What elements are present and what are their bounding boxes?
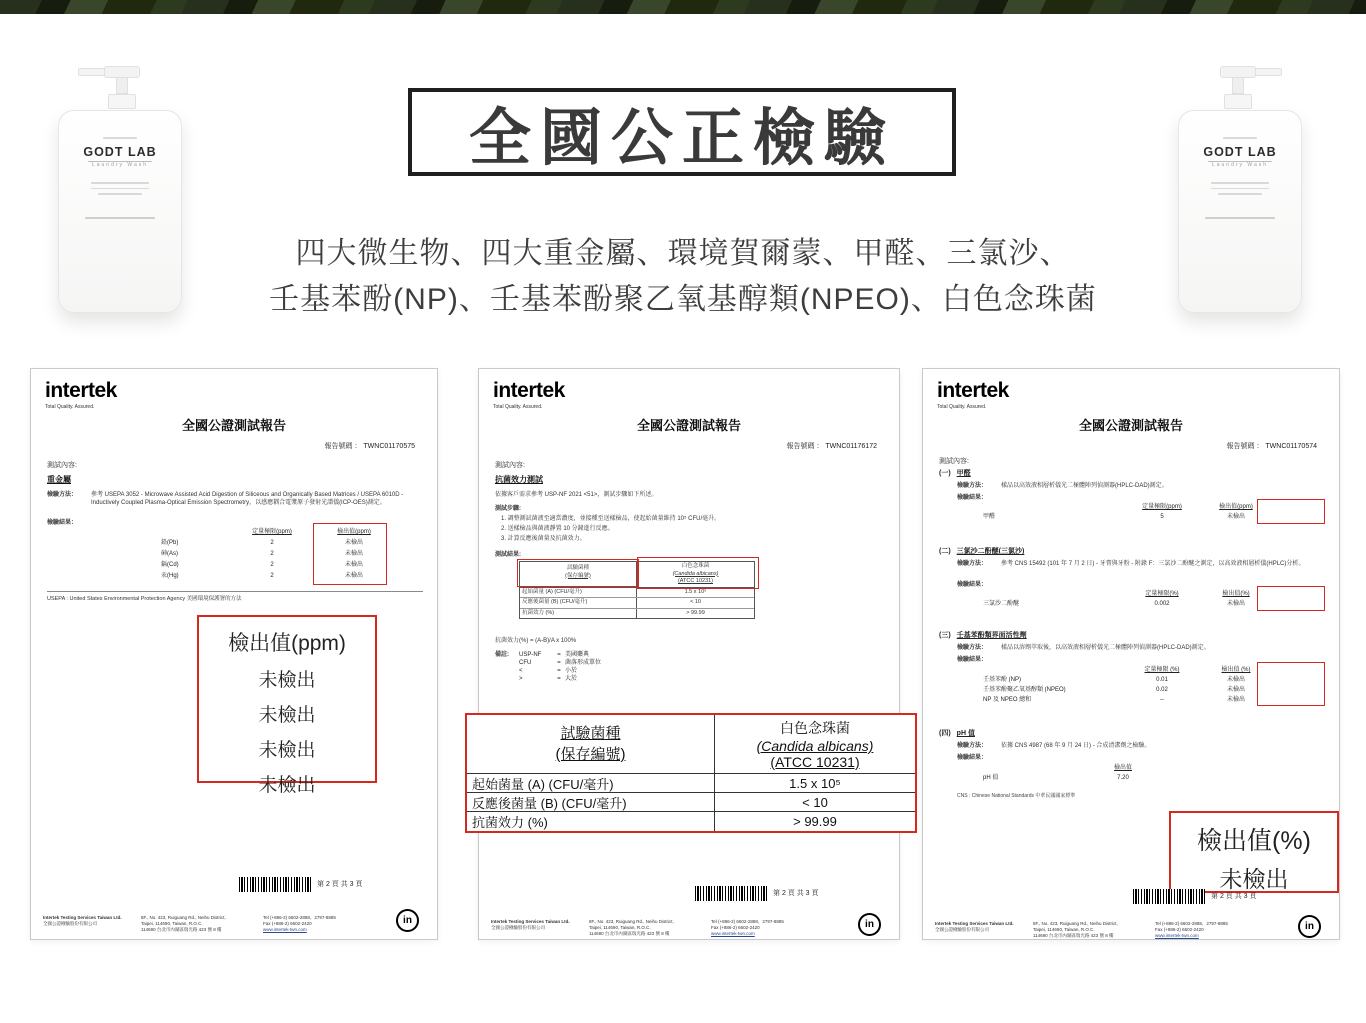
note-key: CFU (519, 660, 532, 666)
large-header-species (467, 715, 715, 773)
footer-company-zh: 全國公證檢驗股份有限公司 (935, 927, 989, 932)
method-label: 檢驗方法： (957, 743, 988, 749)
barcode-row (695, 886, 819, 901)
table-row (983, 773, 1203, 783)
header-highlight-box (637, 557, 759, 589)
row-name: 起始菌量 (A) (CFU/毫升) (467, 774, 715, 792)
footer-contact (263, 915, 367, 933)
label-line (1205, 217, 1275, 219)
row-value: 未檢出 (1226, 514, 1245, 520)
table-row (983, 599, 1273, 609)
row-limit: 2 (270, 573, 274, 579)
value-column-highlight-box (1257, 586, 1325, 611)
section-1-title (939, 469, 971, 478)
highlight-value: 未檢出 (258, 740, 316, 761)
note-value: 大於 (565, 676, 578, 682)
row-value: 未檢出 (344, 562, 363, 568)
spacer (983, 665, 1123, 675)
limit-header: 定量極限 (%) (1144, 667, 1180, 673)
result-label: 檢驗結果： (957, 495, 988, 501)
footer-tel: Tel (+886-2) 6602-2888、2797-8885 (711, 919, 784, 924)
section-index: (四) (939, 730, 951, 737)
row-value: 未檢出 (1226, 677, 1245, 683)
section-name: 壬基苯酚類界面活性劑 (956, 632, 1027, 639)
footer-addr1: 8F., No. 423, Ruiguang Rd., Neihu District, (589, 919, 674, 924)
intertek-logo (937, 379, 1009, 410)
report-number (1226, 441, 1317, 451)
section-2-table (983, 589, 1273, 609)
label-line (91, 182, 149, 184)
note-value: 菌落形成單位 (565, 660, 602, 666)
row-name: 壬基苯酚聚乙氧基醇類 (NPEO) (983, 687, 1066, 693)
method-label: 檢驗方法： (47, 492, 78, 498)
note-item (519, 659, 601, 667)
section-name: 甲醛 (956, 470, 971, 477)
large-header-candida (715, 715, 915, 773)
footer-tel: Tel (+886-2) 6602-2888、2797-8885 (1155, 921, 1228, 926)
footer-addr1: 8F., No. 423, Ruiguang Rd., Neihu District, (1033, 921, 1118, 926)
row-value: 未檢出 (344, 540, 363, 546)
row-value: 未檢出 (1226, 601, 1245, 607)
result-label: 檢驗結果： (957, 582, 988, 588)
row-value: > 99.99 (686, 609, 705, 616)
label-line (91, 188, 149, 190)
label-line (1223, 137, 1257, 139)
row-value: < 10 (802, 794, 828, 810)
section-index: (二) (939, 548, 951, 555)
hero-title-box (408, 88, 956, 176)
highlight-title: 檢出值(%) (1197, 827, 1311, 855)
section-1-table (983, 502, 1273, 522)
intertek-tagline: Total Quality. Assured. (493, 404, 543, 410)
footer-tel: Tel (+886-2) 6602-2888、2797-8885 (263, 915, 336, 920)
footer-address (589, 919, 701, 937)
label-line (1211, 188, 1269, 190)
spacer (161, 527, 231, 538)
row-value: 1.5 x 10⁵ (684, 588, 707, 595)
section-index: (一) (939, 470, 951, 477)
page-info: 第 2 頁 共 3 頁 (317, 881, 363, 888)
intertek-logo (493, 379, 565, 410)
content-label: 測試內容: (939, 458, 969, 465)
footer-fax: Fax (+886-2) 6602-2420 (263, 921, 312, 926)
report-number-value: TWNC01170575 (363, 443, 415, 450)
footer-addr3: 114690 台北市內湖區瑞光路 423 號 8 樓 (1033, 933, 1114, 938)
header-line: 試驗菌種 (566, 565, 589, 571)
row-name: pH 值 (983, 775, 999, 781)
row-value: 未檢出 (344, 551, 363, 557)
row-name: 汞(Hg) (161, 573, 179, 579)
mini-header (983, 763, 1203, 773)
intertek-wordmark: intertek (937, 379, 1009, 402)
mini-header (983, 502, 1273, 512)
hero-subtitle-line1: 四大微生物、四大重金屬、環境賀爾蒙、甲醛、三氯沙、 (295, 237, 1071, 270)
header-line: 白色念珠菌 (681, 563, 710, 569)
row-name: 鎘(Cd) (161, 562, 179, 568)
row-name: 反應後菌量 (B) (CFU/毫升) (520, 598, 637, 608)
table-row (467, 793, 915, 812)
table-row (983, 512, 1273, 522)
method-text: 樣品以高效液相層析儀光二極體陣列偵測器(HPLC-DAD)測定。 (1001, 483, 1168, 489)
product-bottle-right (1178, 66, 1302, 313)
note-key: > (519, 676, 523, 682)
row-name: NP 及 NPEO 總和 (983, 697, 1032, 703)
camo-banner (0, 0, 1366, 14)
detection-highlight-box (1169, 811, 1339, 893)
row-limit: 0.02 (1156, 687, 1168, 693)
row-name: 起始菌量 (A) (CFU/毫升) (520, 588, 637, 598)
report-title: 全國公證測試報告 (1078, 418, 1183, 433)
step-2: 2. 送樣檢品與菌液靜置 10 分鐘進行反應。 (501, 526, 614, 532)
highlight-value: 未檢出 (258, 775, 316, 796)
note-item (519, 651, 601, 659)
antibacterial-table-large (465, 713, 917, 833)
report-number-label: 報告號碼 ： (1226, 443, 1264, 450)
footer-company-en: Intertek Testing Services Taiwan Ltd. (935, 921, 1014, 926)
note-eq: = (557, 660, 561, 666)
pump-stem (1232, 77, 1244, 94)
report-footer (491, 919, 887, 937)
row-value: 7.20 (1117, 775, 1129, 781)
value-header: 檢出值(%) (1222, 591, 1250, 597)
footer-company (491, 919, 579, 937)
row-name: 反應後菌量 (B) (CFU/毫升) (467, 793, 715, 811)
value-header: 檢出值 (1113, 765, 1132, 771)
method-block (47, 491, 425, 507)
step-1: 1. 調整測試菌液至適當濃度，並接種至送樣檢品，使起始菌量維持 10⁵ CFU/毫升。 (501, 516, 721, 522)
note-value: 小於 (565, 668, 578, 674)
note-item (519, 667, 601, 675)
value-column-highlight-box (1257, 499, 1325, 524)
barcode (239, 877, 311, 892)
method-text: 樣品以溶劑萃取後，以高效液相層析儀光二極體陣列偵測器(HPLC-DAD)測定。 (1001, 645, 1210, 651)
report-number-value: TWNC01176172 (825, 443, 877, 450)
row-value: 未檢出 (1226, 697, 1245, 703)
highlight-value: 未檢出 (1219, 866, 1289, 892)
footer-company-zh: 全國公證檢驗股份有限公司 (43, 921, 97, 926)
footer-addr2: Taipei, 114690, Taiwan, R.O.C. (589, 925, 651, 930)
label-line (98, 193, 142, 195)
intertek-seal-icon: in (396, 909, 419, 932)
pump-stem (116, 77, 128, 94)
section-title: 抗菌效力測試 (495, 475, 543, 484)
row-name: 三氯沙二酚醚 (983, 601, 1020, 607)
usepa-footnote: USEPA : United States Environmental Protection Agency 美國環境保護署的方法 (47, 596, 242, 602)
row-name: 壬基苯酚 (NP) (983, 677, 1021, 683)
section-2-title (939, 547, 1024, 556)
method-label: 檢驗方法： (957, 483, 988, 489)
section-4-method (957, 742, 1329, 750)
row-limit: 2 (270, 562, 274, 568)
bottle-subbrand: Laundry Wash (91, 162, 149, 168)
report-chemicals (922, 368, 1340, 940)
footer-contact (1155, 921, 1259, 939)
row-name: 抗菌效力 (%) (467, 812, 715, 831)
page-info: 第 2 頁 共 3 頁 (1211, 893, 1257, 900)
result-label: 檢驗結果： (957, 657, 988, 663)
footer-addr3: 114690 台北市內湖區瑞光路 423 號 8 樓 (141, 927, 222, 932)
footer-fax: Fax (+886-2) 6602-2420 (1155, 927, 1204, 932)
intertek-wordmark: intertek (493, 379, 565, 402)
bottle-brand: GODT LAB (83, 145, 157, 159)
bottle-pump-icon (1178, 66, 1302, 110)
footer-contact (711, 919, 815, 937)
method-label: 檢驗方法： (957, 561, 988, 567)
row-limit: 5 (1160, 514, 1164, 520)
table-row (983, 685, 1273, 695)
row-value: 未檢出 (1226, 687, 1245, 693)
table-row (467, 812, 915, 831)
note-key: USP-NF (519, 652, 542, 658)
row-value: 未檢出 (344, 573, 363, 579)
section-4-table (983, 763, 1203, 783)
page-title: 全國公正檢驗 (468, 103, 895, 173)
section-title: 重金屬 (47, 475, 71, 484)
section-name: pH 值 (956, 730, 975, 737)
footer-company-en: Intertek Testing Services Taiwan Ltd. (491, 919, 570, 924)
spacer (983, 763, 1083, 773)
mini-header (983, 665, 1273, 675)
content-label: 測試內容: (495, 462, 525, 469)
barcode-row (1133, 889, 1257, 904)
value-header: 檢出值(ppm) (1219, 504, 1253, 510)
section-4-title (939, 729, 975, 738)
row-limit: -- (1160, 697, 1164, 703)
section-2-method (957, 560, 1329, 568)
footer-company (43, 915, 131, 933)
result-label: 檢驗結果： (957, 755, 988, 761)
highlight-value: 未檢出 (258, 670, 316, 691)
report-title: 全國公證測試報告 (181, 418, 286, 433)
table-row (520, 588, 754, 599)
page-info: 第 2 頁 共 3 頁 (773, 890, 819, 897)
bottle-body (58, 110, 182, 313)
row-limit: 2 (270, 551, 274, 557)
footer-company-zh: 全國公證檢驗股份有限公司 (491, 925, 545, 930)
section-3-table (983, 665, 1273, 705)
result-label: 檢驗結果： (47, 520, 78, 526)
header-line: (ATCC 10231) (770, 754, 860, 770)
header-line: 試驗菌種 (560, 725, 621, 742)
intertek-seal-icon: in (1298, 915, 1321, 938)
steps-label: 測試步驟: (495, 506, 521, 512)
table-row (520, 609, 754, 619)
row-name: 抗菌效力 (%) (520, 609, 637, 619)
label-line (1211, 182, 1269, 184)
barcode (1133, 889, 1205, 904)
note-eq: = (557, 676, 561, 682)
limit-header: 定量極限(%) (1145, 591, 1179, 597)
row-value: > 99.99 (793, 814, 837, 829)
divider (47, 591, 423, 592)
row-limit: 2 (270, 540, 274, 546)
intertek-logo (45, 379, 117, 410)
report-heavy-metals (30, 368, 438, 940)
highlight-title: 檢出值(ppm) (228, 632, 346, 655)
content-label: 測試內容: (47, 462, 77, 469)
cns-footnote: CNS : Chinese National Standards 中華民國國家標準 (957, 793, 1076, 799)
intertek-wordmark: intertek (45, 379, 117, 402)
footer-website-link[interactable]: www.intertek-twn.com (263, 927, 307, 932)
result-label: 測試結果: (495, 552, 521, 558)
pump-spout (1252, 68, 1282, 76)
notes-block (519, 651, 601, 683)
footer-address (141, 915, 253, 933)
report-footer (43, 915, 425, 933)
report-number-label: 報告號碼 ： (324, 443, 362, 450)
row-value: < 10 (690, 599, 701, 605)
table-row (520, 598, 754, 609)
notes-label: 備註: (495, 652, 509, 658)
footer-address (1033, 921, 1145, 939)
limit-header: 定量極限(ppm) (1142, 504, 1182, 510)
step-3: 3. 計算反應後菌量及抗菌效力。 (501, 536, 586, 542)
header-line: (保存編號) (555, 746, 626, 763)
method-text: 參考 CNS 15492 (101 年 7 月 2 日) - 牙膏與牙粉 - 附錄 F：三氯沙二酚醚之測定，以高效液相層析儀(HPLC)分析。 (1001, 561, 1305, 567)
label-line (103, 137, 137, 139)
header-highlight-box (517, 559, 639, 587)
report-antibacterial (472, 368, 900, 940)
header-line: (保存編號) (565, 572, 591, 579)
basis-text: 依據客戶需求參考 USP-NF 2021 <51>，測試步驟如下所述。 (495, 492, 658, 498)
limit-header: 定量極限(ppm) (252, 529, 292, 535)
report-title: 全國公證測試報告 (636, 418, 741, 433)
section-name: 三氯沙二酚醚(三氯沙) (956, 548, 1025, 555)
row-name: 鉛(Pb) (161, 540, 179, 546)
intertek-tagline: Total Quality. Assured. (937, 404, 987, 410)
header-line: (Candida albicans) (672, 570, 719, 577)
footer-company-en: Intertek Testing Services Taiwan Ltd. (43, 915, 122, 920)
footer-addr3: 114690 台北市內湖區瑞光路 423 號 8 樓 (589, 931, 670, 936)
note-eq: = (557, 652, 561, 658)
section-3-title (939, 631, 1027, 640)
label-line (1218, 193, 1262, 195)
value-header: 檢出值(ppm) (337, 529, 371, 535)
method-text: 依據 CNS 4987 (68 年 9 月 24 日) - 合成清潔劑之檢驗。 (1001, 743, 1151, 749)
large-table-header (467, 715, 915, 774)
note-item (519, 675, 601, 683)
footer-addr2: Taipei, 114690, Taiwan, R.O.C. (141, 921, 203, 926)
barcode (695, 886, 767, 901)
footer-fax: Fax (+886-2) 6602-2420 (711, 925, 760, 930)
spacer (983, 589, 1123, 599)
value-column-highlight-box (1257, 662, 1325, 706)
report-number-label: 報告號碼 ： (786, 443, 824, 450)
intertek-tagline: Total Quality. Assured. (45, 404, 95, 410)
hero-subtitle-line2: 壬基苯酚(NP)、壬基苯酚聚乙氧基醇類(NPEO)、白色念珠菌 (269, 283, 1097, 316)
method-label: 檢驗方法： (957, 645, 988, 651)
table-row (983, 675, 1273, 685)
bottle-pump-icon (58, 66, 182, 110)
section-index: (三) (939, 632, 951, 639)
note-eq: = (557, 668, 561, 674)
highlight-value: 未檢出 (258, 705, 316, 726)
intertek-seal-icon: in (858, 913, 881, 936)
section-3-method (957, 644, 1329, 652)
row-name: 砷(As) (161, 551, 178, 557)
formula-text: 抗菌效力(%) = (A-B)/A x 100% (495, 638, 577, 644)
method-text: 參考 USEPA 3052 - Microwave Assisted Acid Digestion of Siliceous and Organically Based Matrices / USEPA 6010D - Inductively Coupled Plasma-Optical Emission Spectrometry，以感應耦合電漿原子發射光譜儀(ICP-OES)測定。 (91, 492, 404, 506)
row-name: 甲醛 (983, 514, 996, 520)
table-row (467, 774, 915, 793)
pump-collar (1224, 94, 1252, 109)
header-line: (ATCC 10231) (677, 578, 714, 584)
label-line (85, 217, 155, 219)
mini-header (983, 589, 1273, 599)
footer-addr1: 8F., No. 423, Ruiguang Rd., Neihu District, (141, 915, 226, 920)
bottle-brand: GODT LAB (1203, 145, 1277, 159)
value-column-highlight-box (313, 523, 387, 585)
section-1-method (957, 482, 1327, 490)
header-line: 白色念珠菌 (780, 720, 850, 736)
note-value: 美國藥典 (565, 652, 590, 658)
detection-highlight-box (197, 615, 377, 796)
report-number (786, 441, 877, 451)
barcode-row (239, 877, 363, 892)
spacer (983, 502, 1123, 512)
value-header: 檢出值 (%) (1221, 667, 1251, 673)
row-limit: 0.002 (1154, 601, 1170, 607)
bottle-body (1178, 110, 1302, 313)
footer-website-link[interactable]: www.intertek-twn.com (1155, 933, 1199, 938)
row-value: 1.5 x 10⁵ (789, 775, 841, 791)
report-footer (935, 921, 1327, 939)
pump-collar (108, 94, 136, 109)
header-line: (Candida albicans) (756, 738, 874, 754)
report-number-value: TWNC01170574 (1265, 443, 1317, 450)
footer-company (935, 921, 1023, 939)
note-key: < (519, 668, 523, 674)
footer-addr2: Taipei, 114690, Taiwan, R.O.C. (1033, 927, 1095, 932)
report-number (324, 441, 415, 451)
row-limit: 0.01 (1156, 677, 1168, 683)
product-bottle-left (58, 66, 182, 313)
bottle-subbrand: Laundry Wash (1211, 162, 1269, 168)
footer-website-link[interactable]: www.intertek-twn.com (711, 931, 755, 936)
table-row (983, 695, 1273, 705)
